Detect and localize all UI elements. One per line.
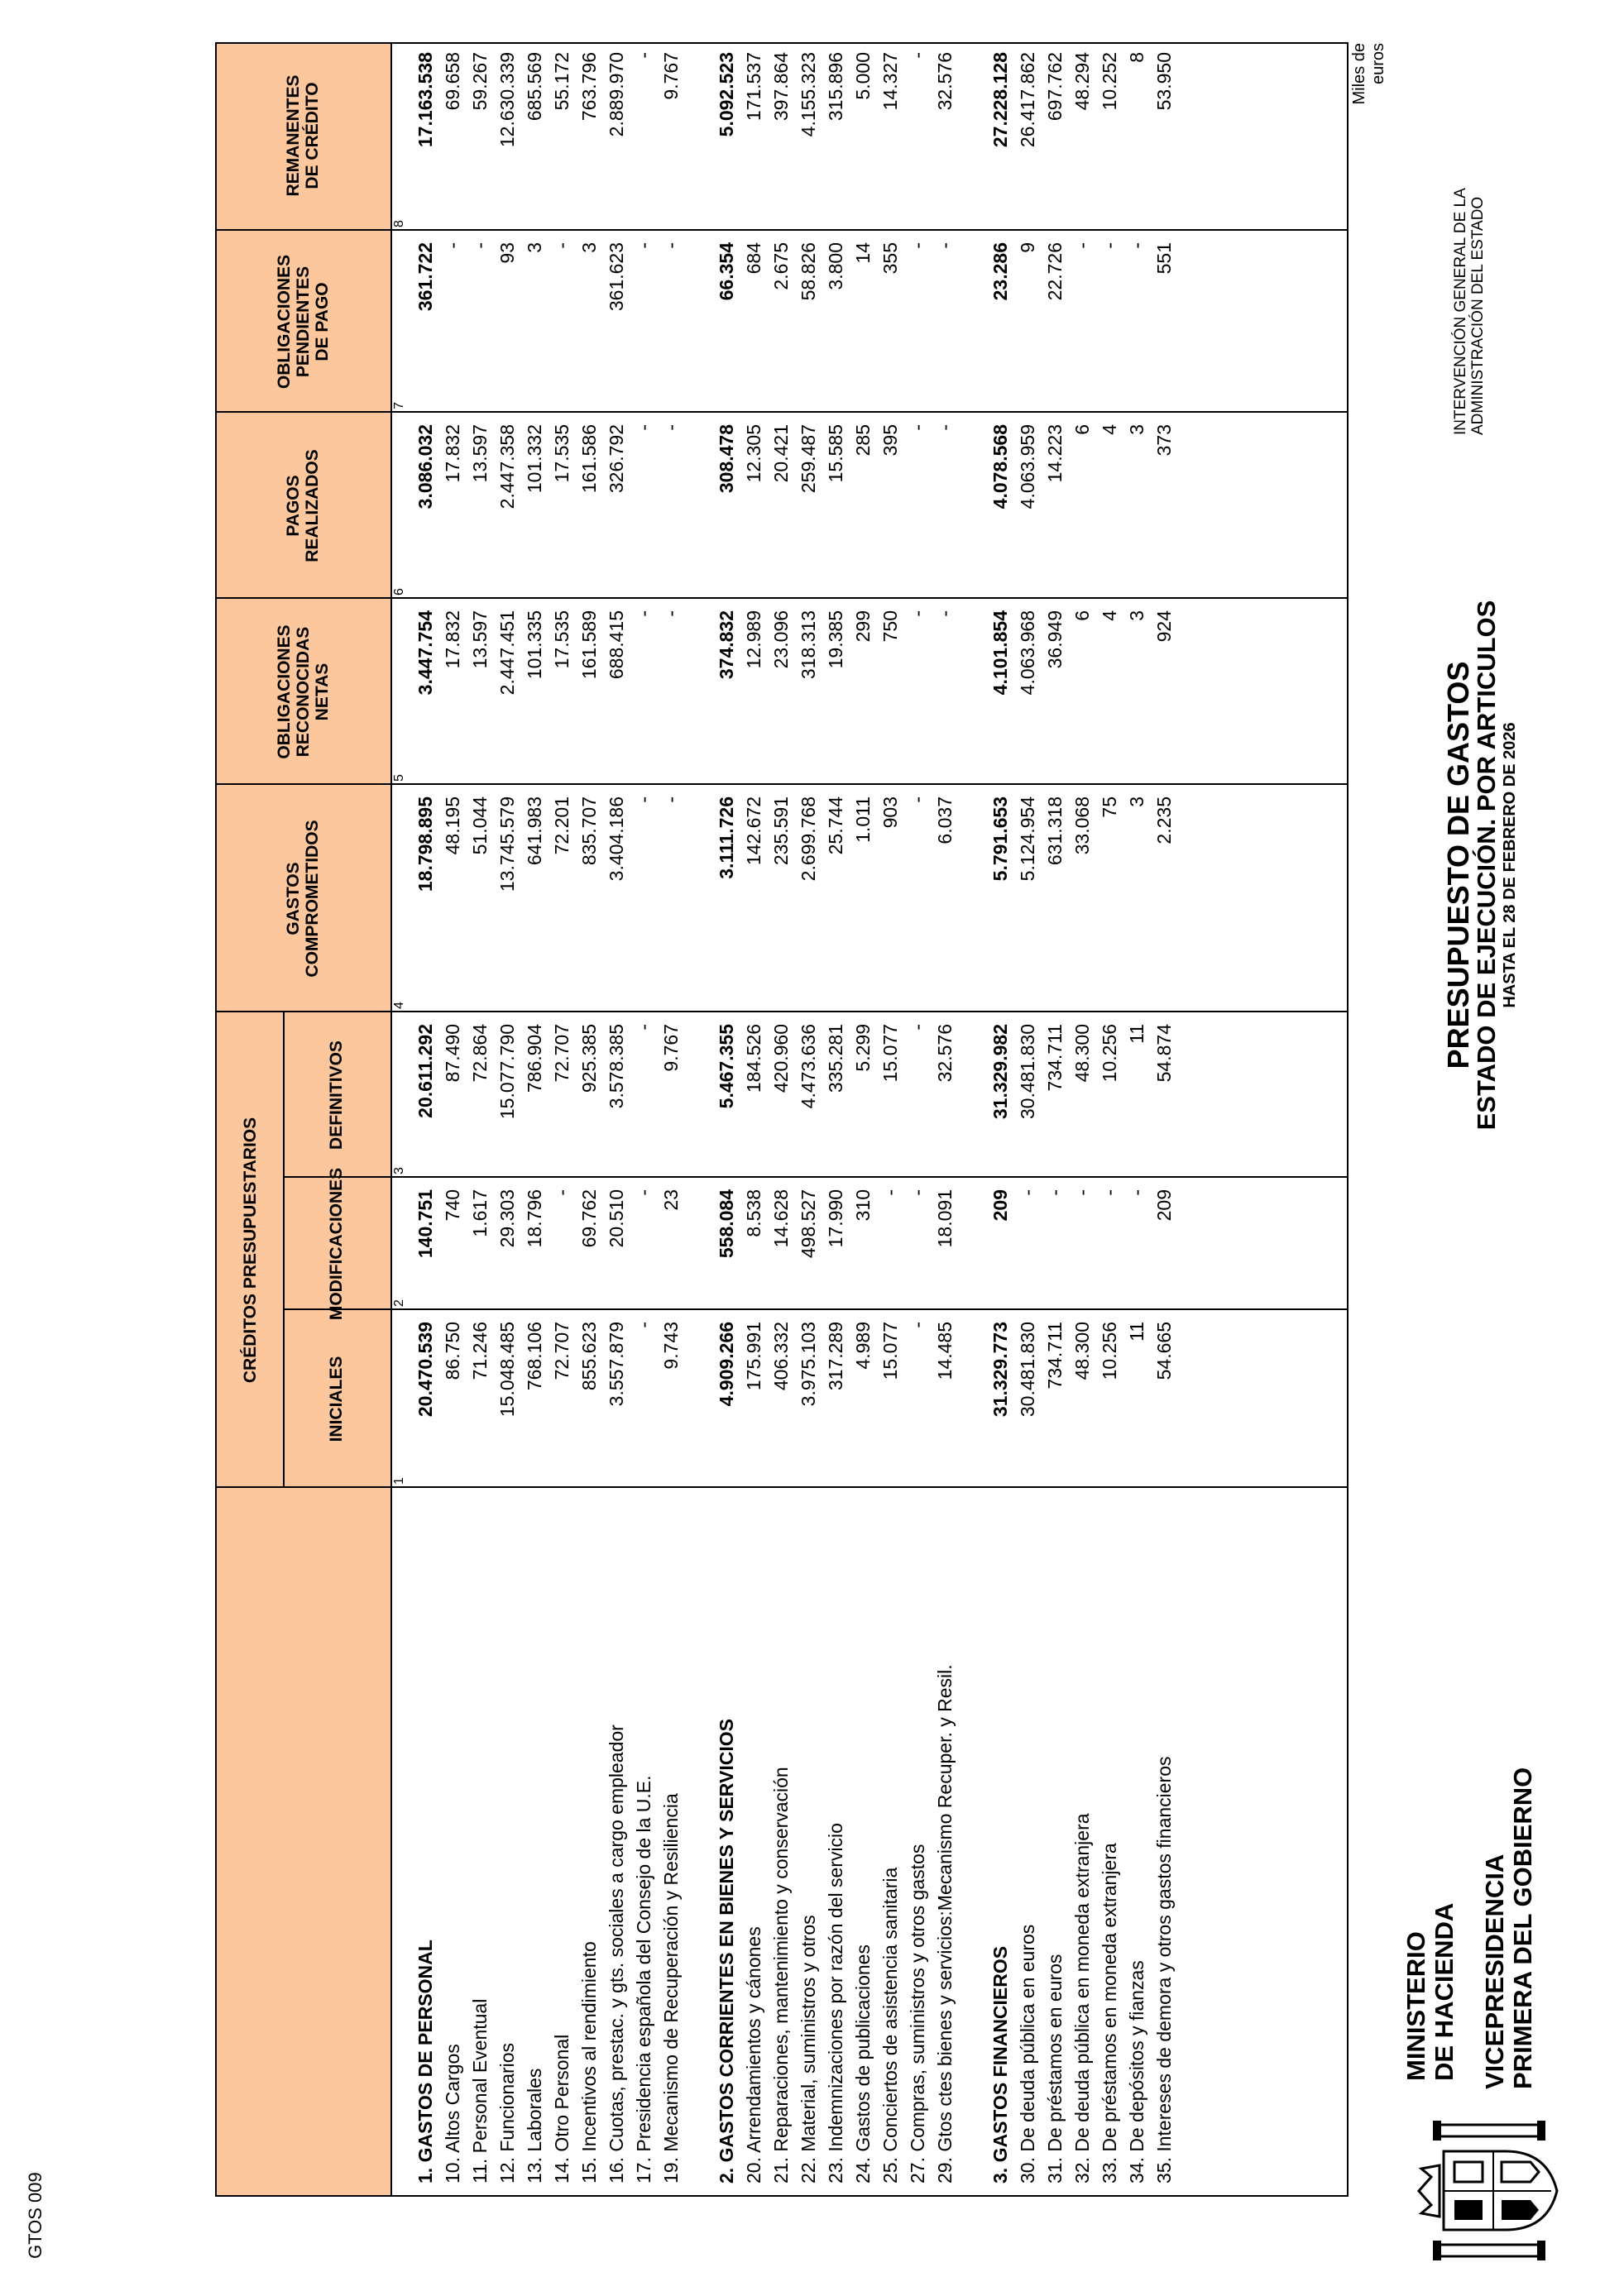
cell-col-3: 925.385: [578, 1024, 600, 1093]
table-row: [822, 44, 850, 2195]
table-row: [1069, 44, 1096, 2195]
cell-col-3: 4.473.636: [798, 1024, 819, 1109]
cell-col-5: 4.101.854: [989, 610, 1011, 696]
cell-col-4: 1.011: [852, 796, 874, 843]
cell-col-2: 558.084: [716, 1189, 737, 1259]
cell-col-4: -: [660, 796, 682, 803]
report-subtitle: ESTADO DE EJECUCIÓN. POR ARTICULOS: [1472, 600, 1501, 1131]
cell-col-8: 397.864: [770, 52, 792, 122]
cell-col-5: 688.415: [606, 610, 627, 680]
cell-col-7: 3: [578, 242, 600, 253]
cell-col-8: 55.172: [551, 52, 572, 111]
column-number-5: 5: [392, 774, 406, 782]
column-number-4: 4: [392, 1002, 406, 1009]
cell-col-5: 17.832: [442, 610, 463, 669]
cell-col-3: -: [633, 1024, 654, 1031]
cell-col-8: 4.155.323: [798, 52, 819, 137]
vicepresidencia-line-2: PRIMERA DEL GOBIERNO: [1508, 1767, 1537, 2089]
cell-col-6: -: [907, 424, 928, 431]
cell-col-6: 259.487: [798, 424, 819, 494]
cell-col-5: 3.447.754: [414, 610, 436, 696]
cell-col-7: 23.286: [989, 242, 1011, 301]
cell-col-1: 11: [1126, 1322, 1147, 1342]
cell-col-7: 3.800: [825, 242, 846, 290]
row-label: 16. Cuotas, prestac. y gts. sociales a cargo empleador: [606, 1724, 627, 2184]
cell-col-7: -: [1071, 242, 1093, 249]
cell-col-4: 5.124.954: [1017, 796, 1038, 882]
cell-col-4: 48.195: [442, 796, 463, 855]
cell-col-5: -: [660, 610, 682, 617]
cell-col-8: 59.267: [469, 52, 491, 111]
cell-col-5: 101.335: [524, 610, 545, 680]
cell-col-1: 4.909.266: [716, 1322, 737, 1407]
cell-col-7: -: [660, 242, 682, 249]
cell-col-6: 4.078.568: [989, 424, 1011, 509]
cell-col-6: 14.223: [1044, 424, 1066, 483]
table-row: [932, 44, 959, 2195]
cell-col-2: 310: [852, 1189, 874, 1222]
cell-col-5: 13.597: [469, 610, 491, 669]
cell-col-8: 315.896: [825, 52, 846, 122]
cell-col-2: -: [907, 1189, 928, 1196]
table-row: [658, 44, 685, 2195]
cell-col-5: 4: [1099, 610, 1120, 621]
cell-col-6: 161.586: [578, 424, 600, 494]
cell-col-2: 18.796: [524, 1189, 545, 1248]
cell-col-2: -: [551, 1189, 572, 1196]
cell-col-7: -: [1126, 242, 1147, 249]
igae-line-1: INTERVENCIÓN GENERAL DE LA: [1452, 188, 1469, 435]
cell-col-8: 697.762: [1044, 52, 1066, 122]
cell-col-1: 4.989: [852, 1322, 874, 1370]
cell-col-4: 641.983: [524, 796, 545, 866]
cell-col-3: 9.767: [660, 1024, 682, 1072]
cell-col-4: 142.672: [743, 796, 764, 866]
cell-col-4: 3.404.186: [606, 796, 627, 882]
cell-col-8: -: [633, 52, 654, 59]
cell-col-8: 48.294: [1071, 52, 1093, 111]
report-title-block: [1441, 402, 1520, 1328]
table-row: [549, 44, 576, 2195]
cell-col-7: 9: [1017, 242, 1038, 253]
row-label: 25. Conciertos de asistencia sanitaria: [879, 1867, 901, 2184]
cell-col-7: 22.726: [1044, 242, 1066, 301]
row-label: 29. Gtos ctes bienes y servicios:Mecanismo Recuper. y Resil.: [934, 1664, 956, 2184]
cell-col-3: 54.874: [1153, 1024, 1175, 1083]
cell-col-3: 734.711: [1044, 1024, 1066, 1092]
cell-col-5: 19.385: [825, 610, 846, 669]
cell-col-4: 2.699.768: [798, 796, 819, 882]
row-label: 11. Personal Eventual: [469, 1998, 491, 2184]
cell-col-1: 86.750: [442, 1322, 463, 1380]
cell-col-2: 18.091: [934, 1189, 956, 1248]
column-number-1: 1: [392, 1477, 406, 1485]
row-label: 24. Gastos de publicaciones: [852, 1944, 874, 2184]
cell-col-6: 17.832: [442, 424, 463, 483]
row-label: 13. Laborales: [524, 2068, 545, 2184]
cell-col-5: 299: [852, 610, 874, 643]
cell-col-7: 58.826: [798, 242, 819, 301]
cell-col-6: 4.063.959: [1017, 424, 1038, 509]
cell-col-3: 20.611.292: [414, 1024, 436, 1118]
cell-col-2: -: [633, 1189, 654, 1196]
cell-col-6: 15.585: [825, 424, 846, 483]
cell-col-8: 12.630.339: [496, 52, 518, 148]
table-row: [740, 44, 768, 2195]
cell-col-5: 161.589: [578, 610, 600, 680]
cell-col-8: 27.228.128: [989, 52, 1011, 148]
column-header-2: MODIFICACIONES: [326, 1167, 346, 1321]
table-row: [603, 44, 630, 2195]
cell-col-4: 631.318: [1044, 796, 1066, 866]
cell-col-5: 3: [1126, 610, 1147, 621]
table-row: [795, 44, 822, 2195]
cell-col-3: 87.490: [442, 1024, 463, 1083]
cell-col-4: 5.791.653: [989, 796, 1011, 882]
report-date: HASTA EL 28 DE FEBRERO DE 2026: [1501, 722, 1519, 1008]
cell-col-8: 171.537: [743, 52, 764, 122]
cell-col-1: 406.332: [770, 1322, 792, 1391]
cell-col-6: 326.792: [606, 424, 627, 494]
cell-col-1: 54.665: [1153, 1322, 1175, 1380]
cell-col-4: -: [907, 796, 928, 803]
table-row: [1096, 44, 1123, 2195]
cell-col-1: 175.991: [743, 1322, 764, 1391]
row-label: 1. GASTOS DE PERSONAL: [414, 1940, 436, 2184]
cell-col-3: 786.904: [524, 1024, 545, 1093]
cell-col-8: 69.658: [442, 52, 463, 111]
row-label: 10. Altos Cargos: [442, 2044, 463, 2184]
cell-col-5: 23.096: [770, 610, 792, 669]
table-row: [1123, 44, 1151, 2195]
cell-col-6: 395: [879, 424, 901, 457]
cell-col-6: 308.478: [716, 424, 737, 494]
cell-col-3: 10.256: [1099, 1024, 1120, 1083]
cell-col-1: 734.711: [1044, 1322, 1066, 1390]
cell-col-1: 72.707: [551, 1322, 572, 1380]
cell-col-5: 36.949: [1044, 610, 1066, 669]
cell-col-2: 209: [989, 1189, 1011, 1222]
table-row: [1014, 44, 1042, 2195]
table-row: [1042, 44, 1069, 2195]
cell-col-5: 374.832: [716, 610, 737, 680]
cell-col-3: 420.960: [770, 1024, 792, 1093]
cell-col-7: -: [469, 242, 491, 249]
ministerio-line-2: DE HACIENDA: [1430, 1902, 1459, 2081]
cell-col-6: 101.332: [524, 424, 545, 494]
igae-label: [1452, 30, 1487, 435]
table-row: [850, 44, 877, 2195]
cell-col-3: 32.576: [934, 1024, 956, 1083]
cell-col-2: 29.303: [496, 1189, 518, 1248]
cell-col-4: 25.744: [825, 796, 846, 855]
cell-col-6: 17.535: [551, 424, 572, 483]
cell-col-8: 2.889.970: [606, 52, 627, 137]
cell-col-4: 72.201: [551, 796, 572, 855]
vicepresidencia-line-1: VICEPRESIDENCIA: [1480, 1854, 1509, 2089]
cell-col-3: 335.281: [825, 1024, 846, 1093]
cell-col-4: 13.745.579: [496, 796, 518, 892]
table-row: [439, 44, 467, 2195]
cell-col-5: 6: [1071, 610, 1093, 621]
cell-col-2: -: [1099, 1189, 1120, 1196]
row-label: 31. De préstamos en euros: [1044, 1954, 1066, 2184]
cell-col-5: 4.063.968: [1017, 610, 1038, 696]
cell-col-2: -: [879, 1189, 901, 1196]
cell-col-7: 2.675: [770, 242, 792, 290]
report-code: GTOS 009: [25, 2172, 46, 2259]
cell-col-1: 10.256: [1099, 1322, 1120, 1380]
cell-col-1: 14.485: [934, 1322, 956, 1380]
cell-col-5: 924: [1153, 610, 1175, 643]
column-number-7: 7: [392, 402, 406, 409]
table-total-row: [412, 44, 439, 2195]
table-row: [904, 44, 932, 2195]
cell-col-7: -: [1099, 242, 1120, 249]
cell-col-1: 71.246: [469, 1322, 491, 1380]
cell-col-6: 20.421: [770, 424, 792, 483]
cell-col-7: 66.354: [716, 242, 737, 301]
cell-col-1: -: [907, 1322, 928, 1328]
cell-col-2: 17.990: [825, 1189, 846, 1248]
cell-col-8: 53.950: [1153, 52, 1175, 111]
table-row: [768, 44, 795, 2195]
cell-col-6: 373: [1153, 424, 1175, 457]
cell-col-1: 30.481.830: [1017, 1322, 1038, 1418]
cell-col-1: 855.623: [578, 1322, 600, 1391]
column-divider: [283, 1176, 1347, 1178]
cell-col-6: 2.447.358: [496, 424, 518, 509]
cell-col-3: 5.467.355: [716, 1024, 737, 1109]
budget-table: [215, 42, 1349, 2197]
cell-col-2: 69.762: [578, 1189, 600, 1248]
row-label: 21. Reparaciones, mantenimiento y conservación: [770, 1767, 792, 2184]
column-header-3: DEFINITIVOS: [326, 1040, 346, 1150]
cell-col-2: 498.527: [798, 1189, 819, 1259]
row-label: 33. De préstamos en moneda extranjera: [1099, 1843, 1120, 2184]
cell-col-4: 18.798.895: [414, 796, 436, 892]
cell-col-4: 33.068: [1071, 796, 1093, 855]
cell-col-1: -: [633, 1322, 654, 1328]
cell-col-6: 6: [1071, 424, 1093, 435]
cell-col-3: 11: [1126, 1024, 1147, 1044]
cell-col-2: 1.617: [469, 1189, 491, 1237]
cell-col-1: 9.743: [660, 1322, 682, 1370]
cell-col-3: 5.299: [852, 1024, 874, 1072]
cell-col-7: 14: [852, 242, 874, 264]
cell-col-6: 4: [1099, 424, 1120, 435]
cell-col-2: 740: [442, 1189, 463, 1222]
cell-col-7: 3: [524, 242, 545, 253]
cell-col-1: 31.329.773: [989, 1322, 1011, 1418]
column-header-1: INICIALES: [326, 1356, 346, 1442]
column-divider: [283, 1308, 1347, 1310]
row-label: 35. Intereses de demora y otros gastos financieros: [1153, 1756, 1175, 2184]
cell-col-4: -: [633, 796, 654, 803]
vicepresidencia-label: [1481, 1767, 1537, 2089]
table-row: [877, 44, 904, 2195]
cell-col-4: 3.111.726: [716, 796, 737, 879]
cell-col-5: 2.447.451: [496, 610, 518, 696]
column-header-5: OBLIGACIONES RECONOCIDAS NETAS: [274, 624, 332, 759]
cell-col-1: 20.470.539: [414, 1322, 436, 1418]
table-row: [1151, 44, 1178, 2195]
row-label: 15. Incentivos al rendimiento: [578, 1941, 600, 2184]
cell-col-6: -: [633, 424, 654, 431]
cell-col-2: -: [1017, 1189, 1038, 1196]
table-row: [521, 44, 549, 2195]
cell-col-4: 835.707: [578, 796, 600, 866]
cell-col-3: 30.481.830: [1017, 1024, 1038, 1120]
cell-col-2: -: [1071, 1189, 1093, 1196]
column-header-8: REMANENTES DE CRÉDITO: [284, 74, 322, 197]
cell-col-8: 763.796: [578, 52, 600, 122]
cell-col-3: 31.329.982: [989, 1024, 1011, 1120]
column-number-6: 6: [392, 588, 406, 596]
cell-col-4: 235.591: [770, 796, 792, 866]
cell-col-7: 684: [743, 242, 764, 275]
cell-col-7: -: [907, 242, 928, 249]
report-title: PRESUPUESTO DE GASTOS: [1441, 661, 1475, 1069]
cell-col-6: 12.305: [743, 424, 764, 483]
cell-col-8: 685.569: [524, 52, 545, 122]
cell-col-3: 15.077.790: [496, 1024, 518, 1120]
cell-col-8: 17.163.538: [414, 52, 436, 148]
cell-col-6: -: [934, 424, 956, 431]
ministerio-line-1: MINISTERIO: [1401, 1931, 1430, 2081]
cell-col-1: 15.048.485: [496, 1322, 518, 1418]
row-label: 30. De deuda pública en euros: [1017, 1924, 1038, 2184]
table-total-row: [713, 44, 740, 2195]
group-header-creditos: CRÉDITOS PRESUPUESTARIOS: [240, 1117, 260, 1384]
column-header-4: GASTOS COMPROMETIDOS: [284, 820, 322, 978]
cell-col-3: 72.707: [551, 1024, 572, 1083]
column-header-7: OBLIGACIONES PENDIENTES DE PAGO: [274, 254, 332, 390]
cell-col-5: -: [633, 610, 654, 617]
cell-col-8: 5.092.523: [716, 52, 737, 137]
cell-col-3: 3.578.385: [606, 1024, 627, 1109]
igae-line-2: ADMINISTRACIÓN DEL ESTADO: [1469, 196, 1487, 435]
column-header-6: PAGOS REALIZADOS: [284, 449, 322, 562]
cell-col-7: 355: [879, 242, 901, 275]
cell-col-1: 15.077: [879, 1322, 901, 1380]
cell-col-7: -: [633, 242, 654, 249]
cell-col-8: 8: [1126, 52, 1147, 63]
cell-col-3: -: [907, 1024, 928, 1031]
cell-col-5: 12.989: [743, 610, 764, 669]
table-row: [467, 44, 494, 2195]
cell-col-2: -: [1126, 1189, 1147, 1196]
cell-col-8: -: [907, 52, 928, 59]
cell-col-3: 72.864: [469, 1024, 491, 1083]
cell-col-1: 48.300: [1071, 1322, 1093, 1380]
units-label: Miles de euros: [1350, 43, 1387, 105]
cell-col-7: 551: [1153, 242, 1175, 275]
row-label: 34. De depósitos y fianzas: [1126, 1960, 1147, 2184]
cell-col-3: 48.300: [1071, 1024, 1093, 1083]
row-label: 14. Otro Personal: [551, 2034, 572, 2184]
cell-col-5: 318.313: [798, 610, 819, 680]
table-total-row: [987, 44, 1014, 2195]
cell-col-7: -: [551, 242, 572, 249]
cell-col-4: 2.235: [1153, 796, 1175, 844]
row-label: 12. Funcionarios: [496, 2042, 518, 2184]
cell-col-5: 750: [879, 610, 901, 643]
cell-col-8: 26.417.862: [1017, 52, 1038, 148]
ministerio-label: [1402, 1903, 1459, 2081]
table-row: [630, 44, 658, 2195]
cell-col-1: 317.289: [825, 1322, 846, 1391]
cell-col-8: 10.252: [1099, 52, 1120, 111]
cell-col-5: -: [907, 610, 928, 617]
cell-col-3: 184.526: [743, 1024, 764, 1093]
cell-col-1: 768.106: [524, 1322, 545, 1391]
row-label: 19. Mecanismo de Recuperación y Resiliencia: [660, 1793, 682, 2184]
column-number-8: 8: [392, 220, 406, 227]
cell-col-7: 93: [496, 242, 518, 264]
cell-col-8: 32.576: [934, 52, 956, 111]
cell-col-8: 14.327: [879, 52, 901, 111]
cell-col-1: 3.557.879: [606, 1322, 627, 1407]
cell-col-5: -: [934, 610, 956, 617]
escudo-espana-icon: [1415, 2118, 1564, 2263]
row-label: 23. Indemnizaciones por razón del servicio: [825, 1823, 846, 2184]
cell-col-2: 209: [1153, 1189, 1175, 1222]
cell-col-6: 3: [1126, 424, 1147, 435]
cell-col-7: -: [934, 242, 956, 249]
row-label: 2. GASTOS CORRIENTES EN BIENES Y SERVICIOS: [716, 1719, 737, 2184]
cell-col-5: 17.535: [551, 610, 572, 669]
table-row: [494, 44, 521, 2195]
column-number-3: 3: [392, 1167, 406, 1174]
cell-col-8: 9.767: [660, 52, 682, 100]
row-label: 3. GASTOS FINANCIEROS: [989, 1945, 1011, 2184]
cell-col-2: 8.538: [743, 1189, 764, 1237]
cell-col-3: 15.077: [879, 1024, 901, 1083]
row-label: 17. Presidencia española del Consejo de la U.E.: [633, 1775, 654, 2184]
row-label: 22. Material, suministros y otros: [798, 1915, 819, 2184]
cell-col-4: 51.044: [469, 796, 491, 855]
cell-col-2: 20.510: [606, 1189, 627, 1248]
column-number-2: 2: [392, 1299, 406, 1307]
cell-col-7: 361.623: [606, 242, 627, 312]
cell-col-1: 3.975.103: [798, 1322, 819, 1407]
cell-col-4: 3: [1126, 796, 1147, 807]
row-label: 20. Arrendamientos y cánones: [743, 1926, 764, 2184]
cell-col-4: 903: [879, 796, 901, 829]
cell-col-6: 3.086.032: [414, 424, 436, 509]
cell-col-7: -: [442, 242, 463, 249]
cell-col-2: 140.751: [414, 1189, 436, 1259]
cell-col-6: 285: [852, 424, 874, 457]
cell-col-4: 75: [1099, 796, 1120, 818]
cell-col-2: -: [1044, 1189, 1066, 1196]
cell-col-4: 6.037: [934, 796, 956, 844]
cell-col-7: 361.722: [414, 242, 436, 312]
cell-col-2: 14.628: [770, 1189, 792, 1248]
cell-col-8: 5.000: [852, 52, 874, 100]
cell-col-6: -: [660, 424, 682, 431]
cell-col-6: 13.597: [469, 424, 491, 483]
table-row: [576, 44, 603, 2195]
row-label: 32. De deuda pública en moneda extranjera: [1071, 1813, 1093, 2184]
row-label: 27. Compras, suministros y otros gastos: [907, 1844, 928, 2184]
cell-col-2: 23: [660, 1189, 682, 1211]
